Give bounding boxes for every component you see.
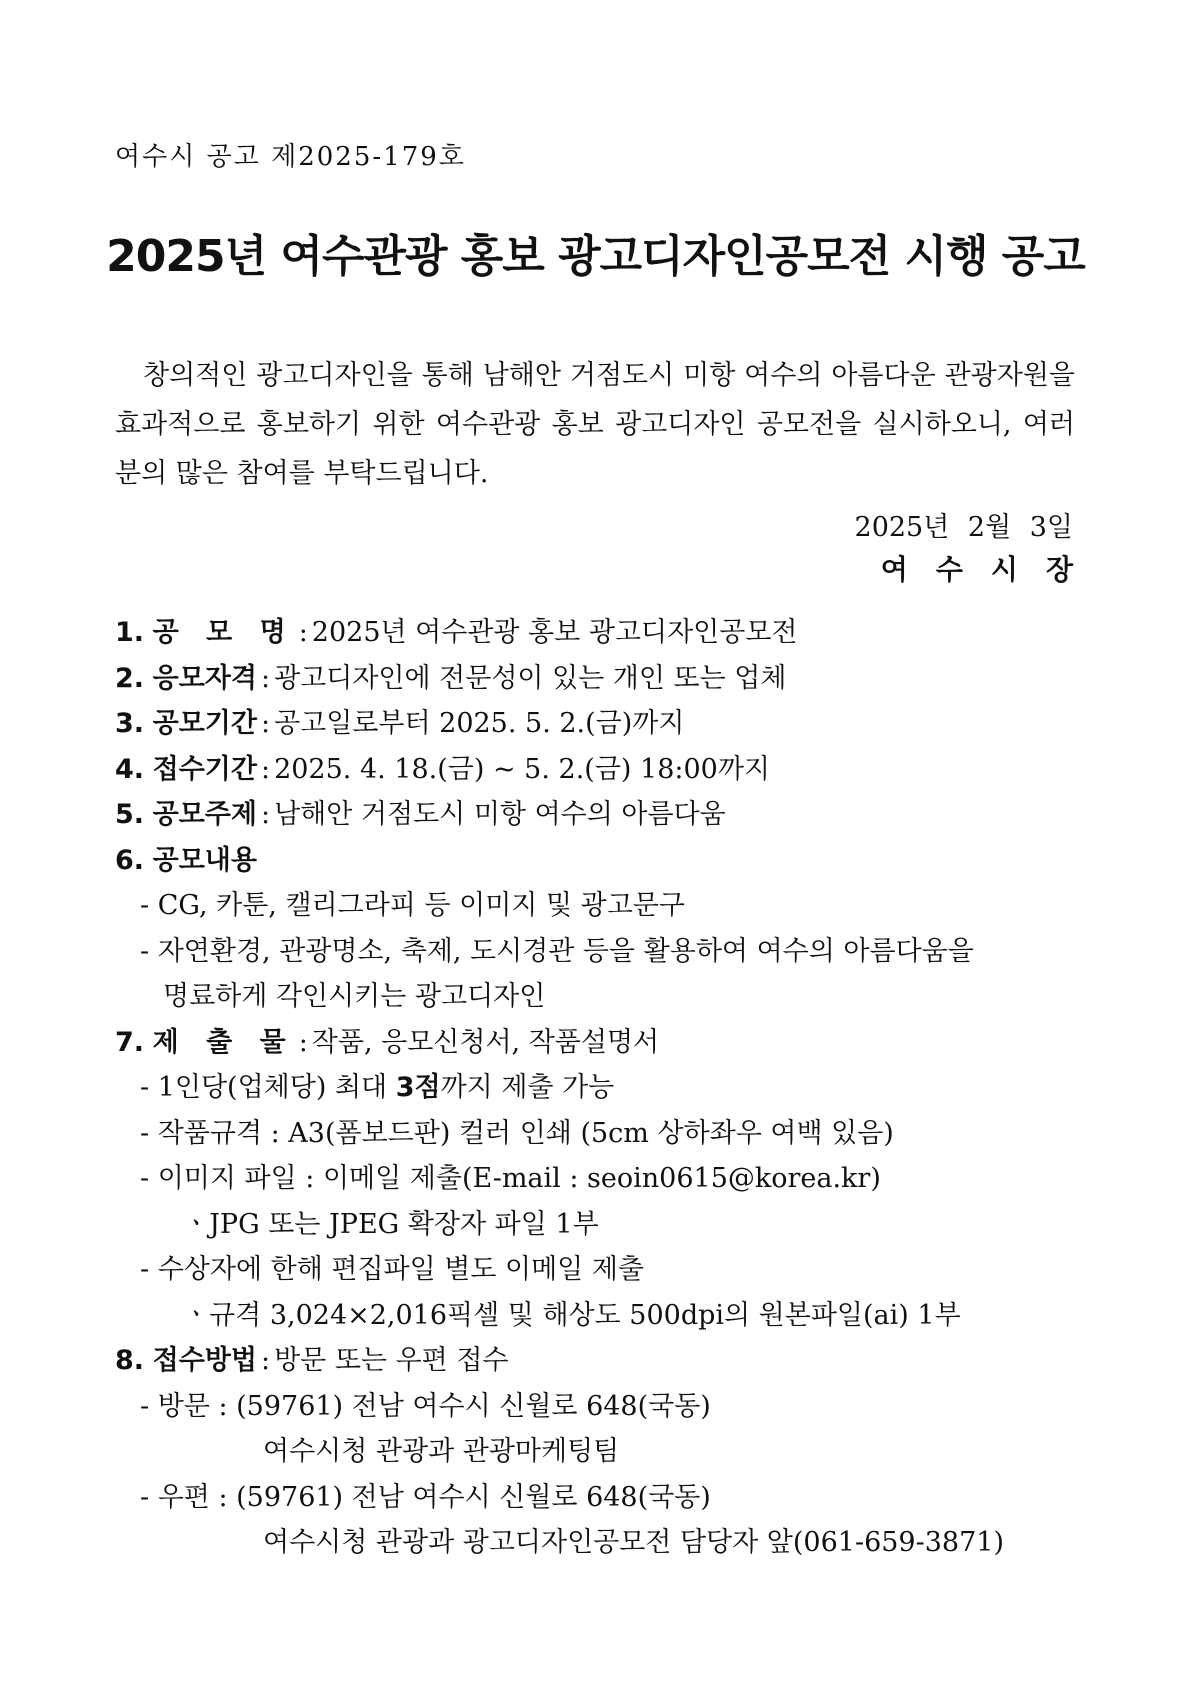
item-label: 공모내용 xyxy=(152,844,257,876)
item-value: 방문 또는 우편 접수 xyxy=(274,1345,509,1376)
item-number: 6. xyxy=(115,844,145,876)
item-value: 남해안 거점도시 미항 여수의 아름다움 xyxy=(274,799,726,830)
item-number: 8. xyxy=(115,1345,145,1376)
item-label: 접수방법 xyxy=(152,1345,257,1376)
item-6-sub-2-cont: 명료하게 각인시키는 광고디자인 xyxy=(163,981,546,1012)
page-title: 2025년 여수관광 홍보 광고디자인공모전 시행 공고 xyxy=(106,231,1085,282)
item-value: 공고일로부터 2025. 5. 2.(금)까지 xyxy=(274,708,685,739)
item-label: 공 모 명 xyxy=(152,617,295,648)
item-number: 3. xyxy=(115,708,145,739)
notice-date: 2025년 2월 3일 xyxy=(854,512,1073,543)
issuer: 여수시장 xyxy=(880,553,1101,586)
item-1: 1. 공 모 명 : 2025년 여수관광 홍보 광고디자인공모전 xyxy=(115,617,798,648)
item-value: 2025. 4. 18.(금) ~ 5. 2.(금) 18:00까지 xyxy=(274,753,770,785)
item-number: 1. xyxy=(115,617,145,648)
item-7: 7. 제 출 물 : 작품, 응모신청서, 작품설명서 xyxy=(115,1026,660,1058)
max-count: 3점 xyxy=(395,1072,441,1103)
item-6-sub-2: - 자연환경, 관광명소, 축제, 도시경관 등을 활용하여 여수의 아름다움을 xyxy=(140,935,974,967)
item-7-sub-3-bullet: ㆍJPG 또는 JPEG 확장자 파일 1부 xyxy=(183,1208,599,1240)
item-5: 5. 공모주제 : 남해안 거점도시 미항 여수의 아름다움 xyxy=(115,799,726,830)
item-label: 응모자격 xyxy=(152,662,257,694)
item-7-sub-4-bullet: ㆍ규격 3,024×2,016픽셀 및 해상도 500dpi의 원본파일(ai) 1부 xyxy=(183,1299,961,1331)
item-8: 8. 접수방법 : 방문 또는 우편 접수 xyxy=(115,1345,509,1376)
item-7-sub-3: - 이미지 파일 : 이메일 제출(E-mail : seoin0615@korea.kr) xyxy=(140,1163,881,1194)
item-value: 광고디자인에 전문성이 있는 개인 또는 업체 xyxy=(274,662,787,694)
item-number: 5. xyxy=(115,799,145,830)
item-7-sub-2: - 작품규격 : A3(폼보드판) 컬러 인쇄 (5cm 상하좌우 여백 있음) xyxy=(140,1117,894,1149)
item-6 xyxy=(115,838,1095,884)
item-3: 3. 공모기간 : 공고일로부터 2025. 5. 2.(금)까지 xyxy=(115,708,685,739)
item-value: 작품, 응모신청서, 작품설명서 xyxy=(311,1026,660,1058)
item-8-mail-line2: 여수시청 관광과 광고디자인공모전 담당자 앞(061-659-3871) xyxy=(263,1527,1004,1558)
item-value: 2025년 여수관광 홍보 광고디자인공모전 xyxy=(311,617,798,648)
item-label: 접수기간 xyxy=(152,753,257,785)
notice-items xyxy=(115,610,1095,1566)
item-number: 2. xyxy=(115,662,145,694)
item-2: 2. 응모자격 : 광고디자인에 전문성이 있는 개인 또는 업체 xyxy=(115,662,787,694)
item-8-visit: - 방문 : (59761) 전남 여수시 신월로 648(국동) xyxy=(140,1390,711,1422)
item-8-mail: - 우편 : (59761) 전남 여수시 신월로 648(국동) xyxy=(140,1481,711,1513)
item-number: 4. xyxy=(115,753,145,785)
item-4: 4. 접수기간 : 2025. 4. 18.(금) ~ 5. 2.(금) 18:00까지 xyxy=(115,753,770,785)
intro-paragraph: 창의적인 광고디자인을 통해 남해안 거점도시 미항 여수의 아름다운 관광자원을 효과적으로 홍보하기 위한 여수관광 홍보 광고디자인 공모전을 실시하오니, 여러분의 많은 참여를 부탁드립니다. xyxy=(115,360,1075,489)
item-label: 제 출 물 xyxy=(152,1026,295,1058)
item-label: 공모기간 xyxy=(152,708,257,739)
notice-number: 여수시 공고 제2025-179호 xyxy=(115,142,466,172)
item-label: 공모주제 xyxy=(152,799,257,830)
item-7-sub-1: - 1인당(업체당) 최대 3점까지 제출 가능 xyxy=(140,1072,615,1103)
item-6-sub-1: - CG, 카툰, 캘리그라피 등 이미지 및 광고문구 xyxy=(140,890,685,921)
item-8-visit-line2: 여수시청 관광과 관광마케팅팀 xyxy=(263,1436,620,1467)
item-number: 7. xyxy=(115,1026,145,1058)
item-7-sub-4: - 수상자에 한해 편집파일 별도 이메일 제출 xyxy=(140,1254,645,1285)
